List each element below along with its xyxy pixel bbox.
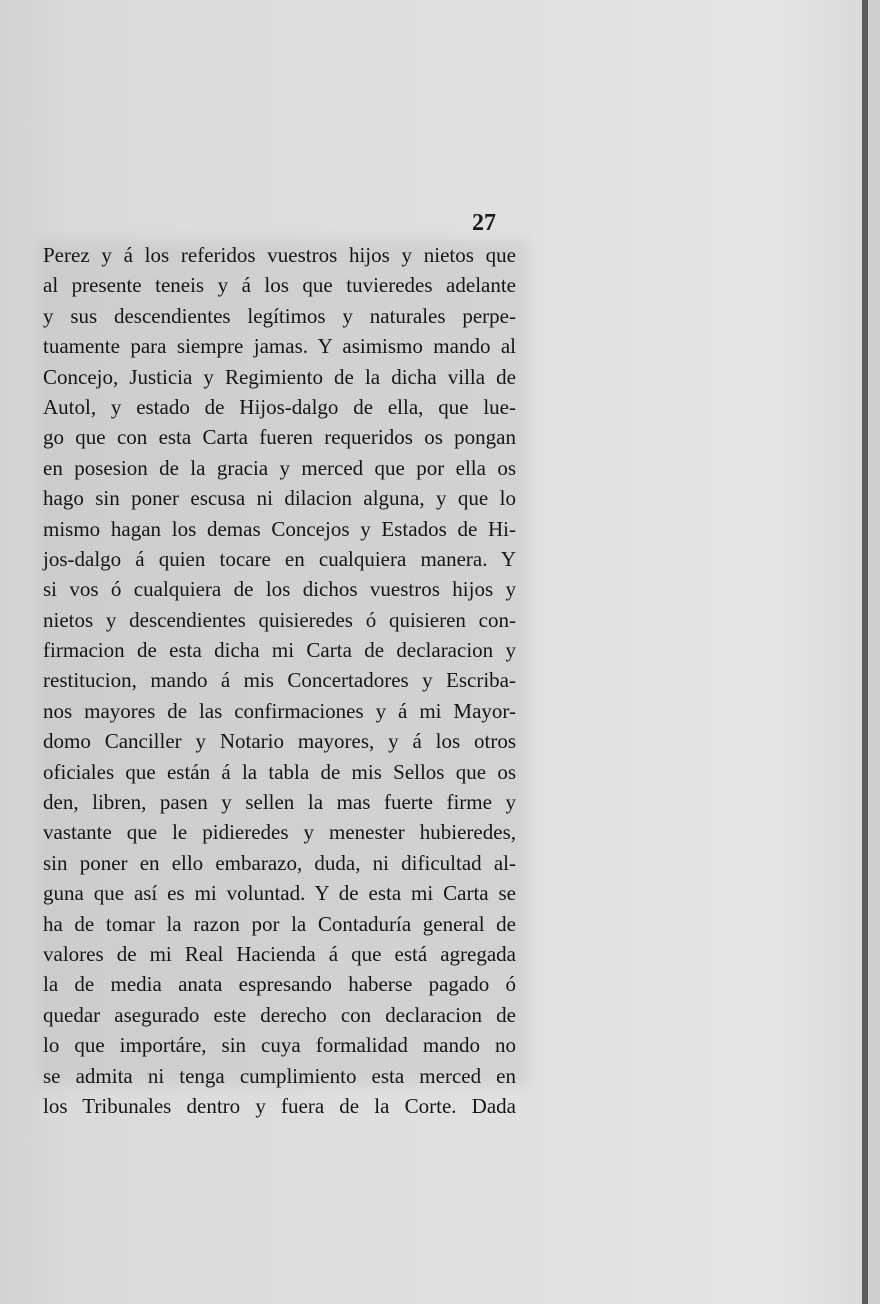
text-line-content: oficiales que están á la tabla de mis Sellos que os [43,759,516,784]
text-line-content: valores de mi Real Hacienda á que está agregada [43,941,516,966]
text-line-content: si vos ó cualquiera de los dichos vuestros hijos y [43,577,516,602]
text-line-content: nos mayores de las confirmaciones y á mi Mayor- [43,698,516,723]
text-line [43,939,516,969]
text-line-content: tuamente para siempre jamas. Y asimismo mando al [43,334,516,359]
text-line-content: hago sin poner escusa ni dilacion alguna, y que lo [43,486,516,511]
text-line [43,909,516,939]
text-line [43,240,516,270]
body-text [43,240,516,1121]
text-line-content: quedar asegurado este derecho con declaracion de [43,1002,516,1027]
text-line-content: go que con esta Carta fueren requeridos os pongan [43,425,516,450]
text-line [43,1030,516,1060]
text-line [43,848,516,878]
text-line [43,362,516,392]
text-line [43,544,516,574]
text-line [43,1061,516,1091]
text-line [43,1000,516,1030]
text-line [43,574,516,604]
text-line [43,483,516,513]
text-line [43,605,516,635]
text-line-content: lo que importáre, sin cuya formalidad mando no [43,1033,516,1058]
text-line-content: den, libren, pasen y sellen la mas fuerte firme y [43,790,516,815]
text-line [43,453,516,483]
text-line-content: nietos y descendientes quisieredes ó quisieren con- [43,607,516,632]
text-line-content: sin poner en ello embarazo, duda, ni dificultad al- [43,850,516,875]
text-line [43,665,516,695]
text-line-content: domo Canciller y Notario mayores, y á los otros [43,729,516,754]
text-line [43,422,516,452]
text-line-content: guna que así es mi voluntad. Y de esta mi Carta se [43,881,516,906]
page-number: 27 [472,210,496,236]
text-line-content: los Tribunales dentro y fuera de la Corte. Dada [43,1093,516,1118]
text-line-content: la de media anata espresando haberse pagado ó [43,972,516,997]
text-line-content: restitucion, mando á mis Concertadores y Escriba- [43,668,516,693]
scan-margin [868,0,880,1304]
text-line-content: y sus descendientes legítimos y naturales perpe- [43,303,516,328]
text-line [43,787,516,817]
text-line [43,757,516,787]
text-line-content: al presente teneis y á los que tuvieredes adelante [43,273,516,298]
text-line-content: mismo hagan los demas Concejos y Estados de Hi- [43,516,516,541]
text-line-content: firmacion de esta dicha mi Carta de declaracion y [43,638,516,663]
text-line [43,331,516,361]
text-line-content: vastante que le pidieredes y menester hubieredes, [43,820,516,845]
text-line [43,301,516,331]
text-line [43,514,516,544]
text-line-content: Concejo, Justicia y Regimiento de la dicha villa de [43,364,516,389]
text-line [43,726,516,756]
text-line [43,635,516,665]
text-line-content: ha de tomar la razon por la Contaduría general de [43,911,516,936]
text-line [43,392,516,422]
text-line-content: Perez y á los referidos vuestros hijos y nietos que [43,243,516,267]
text-line [43,1091,516,1121]
text-line [43,817,516,847]
text-line [43,270,516,300]
text-line [43,878,516,908]
text-line [43,969,516,999]
text-line-content: Autol, y estado de Hijos-dalgo de ella, que lue- [43,394,516,419]
text-line-content: se admita ni tenga cumplimiento esta merced en [43,1063,516,1088]
text-line-content: en posesion de la gracia y merced que por ella os [43,455,516,480]
text-line [43,696,516,726]
text-line-content: jos-dalgo á quien tocare en cualquiera manera. Y [43,546,516,571]
